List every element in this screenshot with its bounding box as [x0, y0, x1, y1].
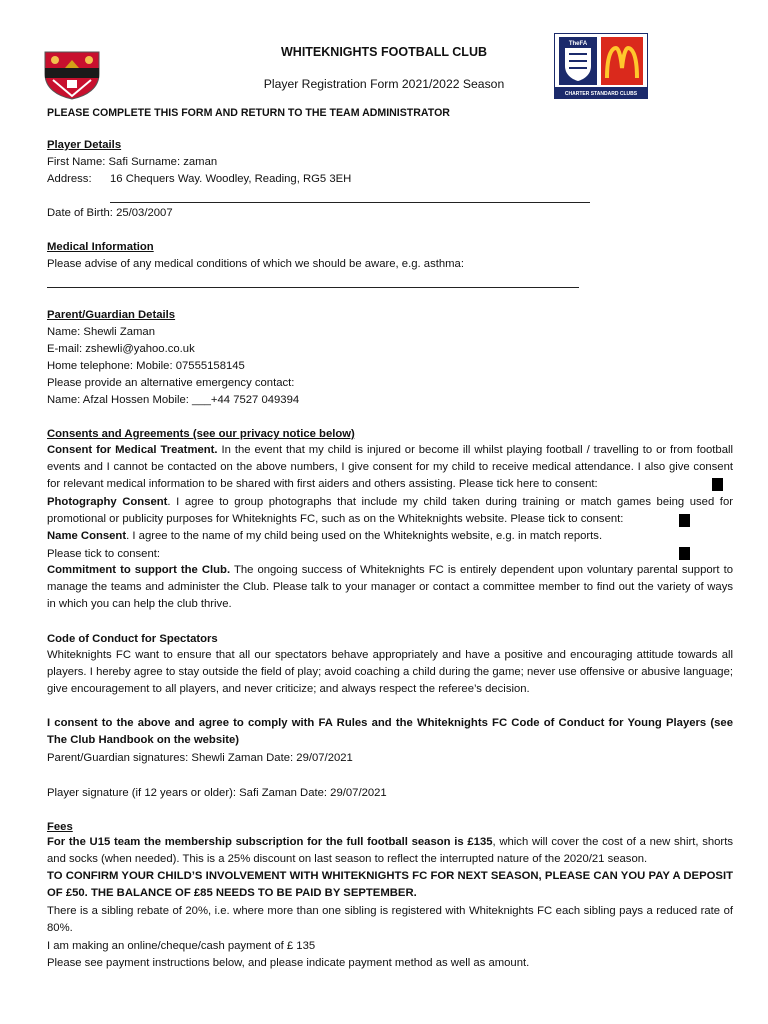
photo-consent-text: . I agree to group photographs that include my child taken during training or match games being used for promotional or publicity purposes for Whiteknights FC, such as on the Whiteknights website. Please tick to consent: [47, 496, 733, 526]
medical-info-line[interactable] [47, 287, 579, 288]
parent-phone-field[interactable]: Home telephone: Mobile: 07555158145 [47, 360, 245, 372]
conduct-text: Whiteknights FC want to ensure that all our spectators behave appropriately and have a positive and encouraging attitude towards all players. I hereby agree to stay outside the field of play; avoid coaching a child during the game; never use offensive or abusive language; give encouragement to all players, and never criticize; and always respect the referee’s decision. [47, 649, 733, 696]
alt-contact-field[interactable]: Name: Afzal Hossen Mobile: ___+44 7527 049394 [47, 394, 300, 406]
photo-consent-paragraph [47, 494, 733, 528]
fees-subscription-rest: , which will cover the cost of a new shirt, shorts and socks (when needed). This is a 25% discount on last season to reflect the interrupted nature of the 2020/21 season. [47, 836, 733, 866]
photo-consent-checkbox[interactable] [679, 514, 690, 527]
name-consent-tick-label: Please tick to consent: [47, 548, 161, 560]
name-consent-paragraph [47, 528, 733, 545]
parent-email-field[interactable]: E-mail: zshewli@yahoo.co.uk [47, 343, 195, 355]
player-details-heading: Player Details [47, 139, 122, 151]
medical-consent-checkbox[interactable] [712, 478, 723, 491]
parent-details-heading: Parent/Guardian Details [47, 309, 176, 321]
player-signature-line[interactable]: Player signature (if 12 years or older): Safi Zaman Date: 29/07/2021 [47, 787, 387, 799]
medical-info-heading: Medical Information [47, 241, 154, 253]
fees-heading: Fees [47, 821, 73, 833]
date-of-birth-field[interactable]: Date of Birth: 25/03/2007 [47, 207, 173, 219]
medical-consent-paragraph [47, 442, 733, 494]
club-name-heading: WHITEKNIGHTS FOOTBALL CLUB [281, 45, 487, 59]
alt-contact-prompt: Please provide an alternative emergency contact: [47, 377, 295, 389]
fees-deposit-notice: TO CONFIRM YOUR CHILD’S INVOLVEMENT WITH WHITEKNIGHTS FC FOR NEXT SEASON, PLEASE CAN YOU PAY A DEPOSIT OF £50. THE BALANCE OF £85 NEEDS TO BE PAID BY SEPTEMBER. [47, 870, 733, 900]
name-consent-text: . I agree to the name of my child being used on the Whiteknights website, e.g. in match reports. [126, 530, 603, 542]
photo-consent-title: Photography Consent [47, 496, 168, 508]
fa-badge-top-text: TheFA [568, 41, 588, 47]
name-consent-title: Name Consent [47, 530, 127, 542]
form-title: Player Registration Form 2021/2022 Season [263, 77, 505, 91]
address-label: Address: [47, 173, 92, 185]
fees-subscription-bold: For the U15 team the membership subscription for the full football season is £135 [47, 836, 493, 848]
parent-name-field[interactable]: Name: Shewli Zaman [47, 326, 155, 338]
parent-signature-line[interactable]: Parent/Guardian signatures: Shewli Zaman Date: 29/07/2021 [47, 752, 353, 764]
address-field[interactable]: 16 Chequers Way. Woodley, Reading, RG5 3EH [110, 173, 352, 185]
agreement-statement: I consent to the above and agree to comply with FA Rules and the Whiteknights FC Code of Conduct for Young Players (see The Club Handbook on the website) [47, 717, 733, 747]
name-consent-checkbox[interactable] [679, 547, 690, 560]
commitment-title: Commitment to support the Club. [47, 564, 231, 576]
consents-heading: Consents and Agreements (see our privacy notice below) [47, 428, 355, 440]
payment-amount-line[interactable]: I am making an online/cheque/cash payment of £ 135 [47, 940, 316, 952]
commitment-text: The ongoing success of Whiteknights FC is entirely dependent upon voluntary parental support to manage the teams and administer the Club. Please talk to your manager or contact a committee member to find out the variety of ways in which you can help the club thrive. [47, 564, 734, 611]
fa-badge-bottom-text: CHARTER STANDARD CLUBS [564, 91, 638, 97]
payment-instructions: Please see payment instructions below, and please indicate payment method as well as amount. [47, 957, 530, 969]
conduct-heading: Code of Conduct for Spectators [47, 633, 218, 645]
fees-paragraph-1 [47, 834, 733, 868]
form-instruction: PLEASE COMPLETE THIS FORM AND RETURN TO THE TEAM ADMINISTRATOR [47, 107, 450, 119]
medical-info-prompt: Please advise of any medical conditions of which we should be aware, e.g. asthma: [47, 258, 464, 270]
medical-consent-title: Consent for Medical Treatment. [47, 444, 218, 456]
commitment-paragraph [47, 562, 733, 614]
medical-consent-text: In the event that my child is injured or become ill whilst playing football / travelling to or from football events and I cannot be contacted on the above numbers, I give consent for my child to receive medical attendance. I also give consent for relevant medical information to be shared with first aiders and others assisting. Please tick here to consent: [47, 444, 733, 491]
address-line-2[interactable] [110, 202, 590, 203]
player-name-field[interactable]: First Name: Safi Surname: zaman [47, 156, 218, 168]
fees-sibling-rebate: There is a sibling rebate of 20%, i.e. where more than one sibling is registered with Whiteknights FC each sibling pays a reduced rate of 80%. [47, 905, 733, 935]
